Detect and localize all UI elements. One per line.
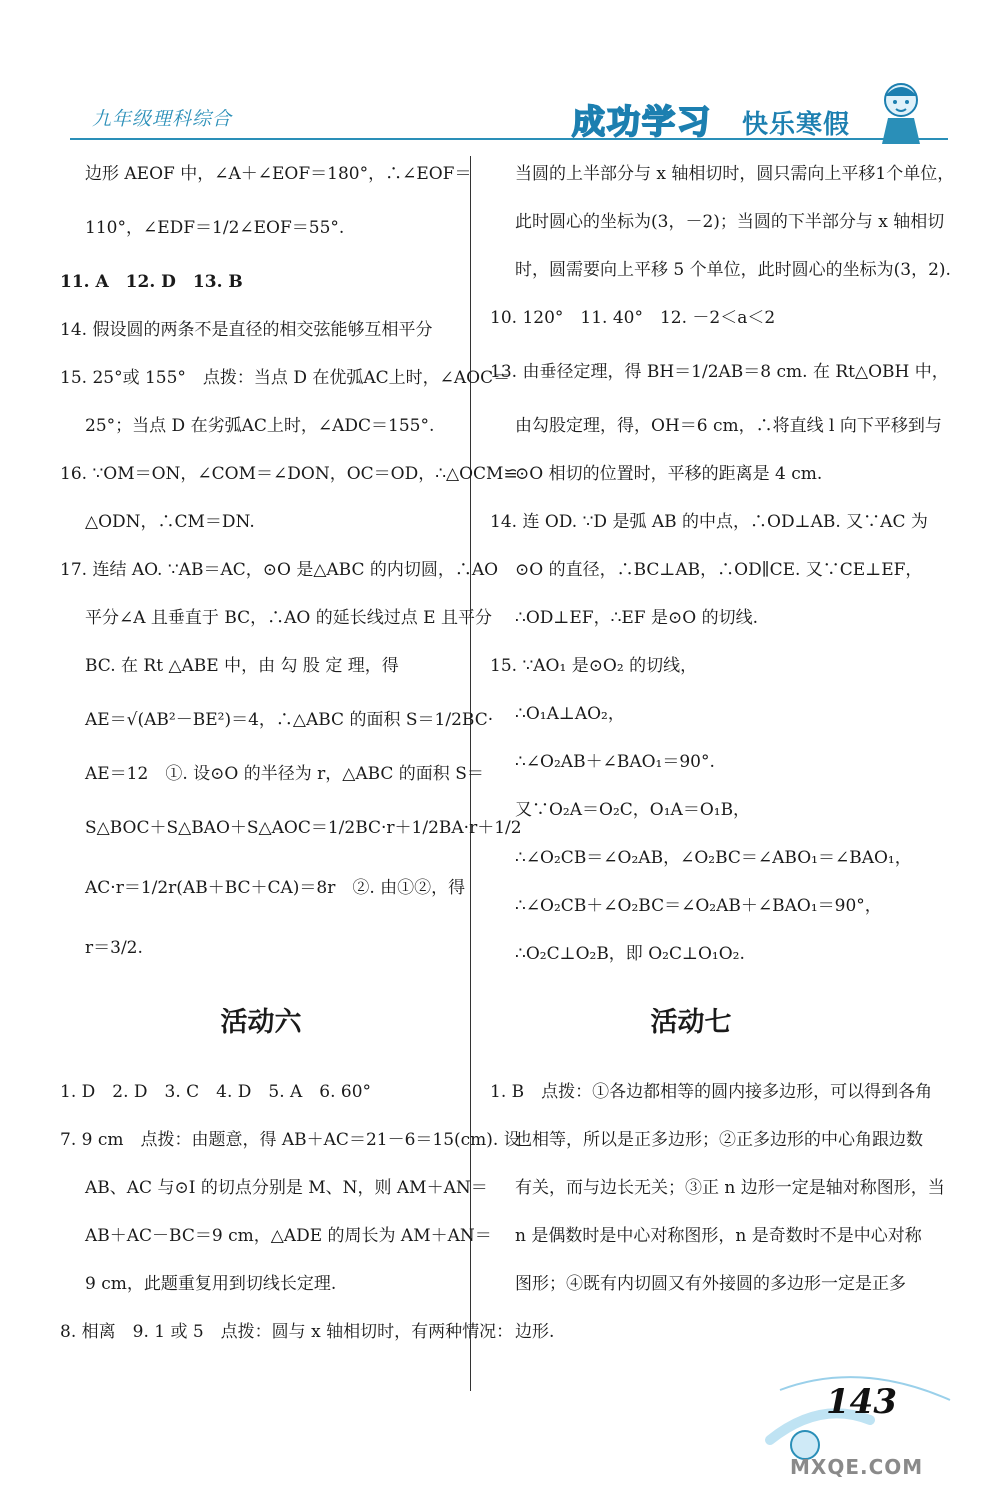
answer-line: 1. B 点拨：①各边都相等的圆内接多边形，可以得到各角 [490, 1082, 933, 1102]
text-line: ∴O₂C⊥O₂B，即 O₂C⊥O₁O₂. [515, 944, 745, 964]
page-number: 143 [826, 1382, 897, 1422]
text-line: ∴∠O₂CB＝∠O₂AB，∠O₂BC＝∠ABO₁＝∠BAO₁， [515, 848, 912, 868]
series-label: 九年级理科综合 [92, 108, 233, 130]
answer-line: 15. ∵AO₁ 是⊙O₂ 的切线， [490, 656, 698, 676]
text-line: 有关，而与边长无关；③正 n 边形一定是轴对称图形，当 [515, 1178, 945, 1198]
text-line: AB、AC 与⊙I 的切点分别是 M、N，则 AM＋AN＝ [85, 1178, 488, 1198]
answer-line: 8. 相离 9. 1 或 5 点拨：圆与 x 轴相切时，有两种情况： [60, 1322, 514, 1342]
text-line: 此时圆心的坐标为(3，－2)；当圆的下半部分与 x 轴相切 [515, 212, 945, 232]
text-line: 又∵O₂A＝O₂C，O₁A＝O₁B， [515, 800, 751, 820]
text-line: S△BOC＋S△BAO＋S△AOC＝1/2BC·r＋1/2BA·r＋1/2 [85, 818, 522, 838]
text-line: 当圆的上半部分与 x 轴相切时，圆只需向上平移1个单位， [515, 164, 955, 184]
answer-line: 14. 假设圆的两条不是直径的相交弦能够互相平分 [60, 320, 433, 340]
text-line: 110°，∠EDF＝1/2∠EOF＝55°. [85, 218, 345, 238]
text-line: ∴O₁A⊥AO₂， [515, 704, 625, 724]
text-line: 边形. [515, 1322, 555, 1342]
section-title-activity-7: 活动七 [650, 1007, 732, 1038]
text-line: ∴∠O₂AB＋∠BAO₁＝90°. [515, 752, 715, 772]
answer-line: 14. 连 OD. ∵D 是弧 AB 的中点，∴OD⊥AB. 又∵AC 为 [490, 512, 928, 532]
text-line: AE＝√(AB²－BE²)＝4，∴△ABC 的面积 S＝1/2BC· [85, 710, 494, 730]
section-title-activity-6: 活动六 [220, 1007, 302, 1038]
answer-line: 13. 由垂径定理，得 BH＝1/2AB＝8 cm. 在 Rt△OBH 中， [490, 362, 949, 382]
text-line: △ODN，∴CM＝DN. [85, 512, 255, 532]
page-header [0, 0, 1000, 150]
answer-line: 15. 25°或 155° 点拨：当点 D 在优弧AC上时，∠AOC＝ [60, 368, 511, 388]
text-line: AC·r＝1/2r(AB＋BC＋CA)＝8r ②. 由①②，得 [85, 878, 466, 898]
text-line: ∴OD⊥EF，∴EF 是⊙O 的切线. [515, 608, 758, 628]
text-line: 由勾股定理，得，OH＝6 cm，∴将直线 l 向下平移到与 [515, 416, 942, 436]
answer-line: 16. ∵OM＝ON，∠COM＝∠DON，OC＝OD，∴△OCM≌ [60, 464, 518, 484]
text-line: 边形 AEOF 中，∠A＋∠EOF＝180°，∴∠EOF＝ [85, 164, 472, 184]
answer-line: 11. A 12. D 13. B [60, 272, 243, 292]
text-line: AE＝12 ①. 设⊙O 的半径为 r，△ABC 的面积 S＝ [85, 764, 484, 784]
brand-title: 成功学习 [572, 102, 712, 141]
text-line: n 是偶数时是中心对称图形，n 是奇数时不是中心对称 [515, 1226, 922, 1246]
header-rule [70, 138, 948, 140]
answer-line: 10. 120° 11. 40° 12. －2＜a＜2 [490, 308, 776, 328]
brand-subtitle: 快乐寒假 [742, 110, 851, 140]
text-line: 25°；当点 D 在劣弧AC上时，∠ADC＝155°. [85, 416, 435, 436]
text-line: 也相等，所以是正多边形；②正多边形的中心角跟边数 [515, 1130, 923, 1150]
text-line: AB＋AC－BC＝9 cm，△ADE 的周长为 AM＋AN＝ [85, 1226, 492, 1246]
right-column [490, 150, 955, 1356]
text-line: r＝3/2. [85, 938, 143, 958]
left-column [60, 150, 522, 1356]
text-line: 图形；④既有内切圆又有外接圆的多边形一定是正多 [515, 1274, 906, 1294]
text-line: ∴∠O₂CB＋∠O₂BC＝∠O₂AB＋∠BAO₁＝90°， [515, 896, 882, 916]
answer-line: 7. 9 cm 点拨：由题意，得 AB＋AC＝21－6＝15(cm). 设 [60, 1130, 521, 1150]
text-line: 平分∠A 且垂直于 BC，∴AO 的延长线过点 E 且平分 [85, 608, 492, 628]
text-line: BC. 在 Rt △ABE 中，由 勾 股 定 理，得 [85, 656, 399, 676]
answer-line: 1. D 2. D 3. C 4. D 5. A 6. 60° [60, 1082, 372, 1102]
watermark: MXQE.COM [790, 1455, 924, 1479]
text-line: ⊙O 的直径，∴BC⊥AB，∴OD∥CE. 又∵CE⊥EF， [515, 560, 923, 580]
text-line: ⊙O 相切的位置时，平移的距离是 4 cm. [515, 464, 823, 484]
text-line: 9 cm，此题重复用到切线长定理. [85, 1274, 337, 1294]
answer-line: 17. 连结 AO. ∵AB＝AC，⊙O 是△ABC 的内切圆，∴AO [60, 560, 499, 580]
text-line: 时，圆需要向上平移 5 个单位，此时圆心的坐标为(3，2). [515, 260, 951, 280]
